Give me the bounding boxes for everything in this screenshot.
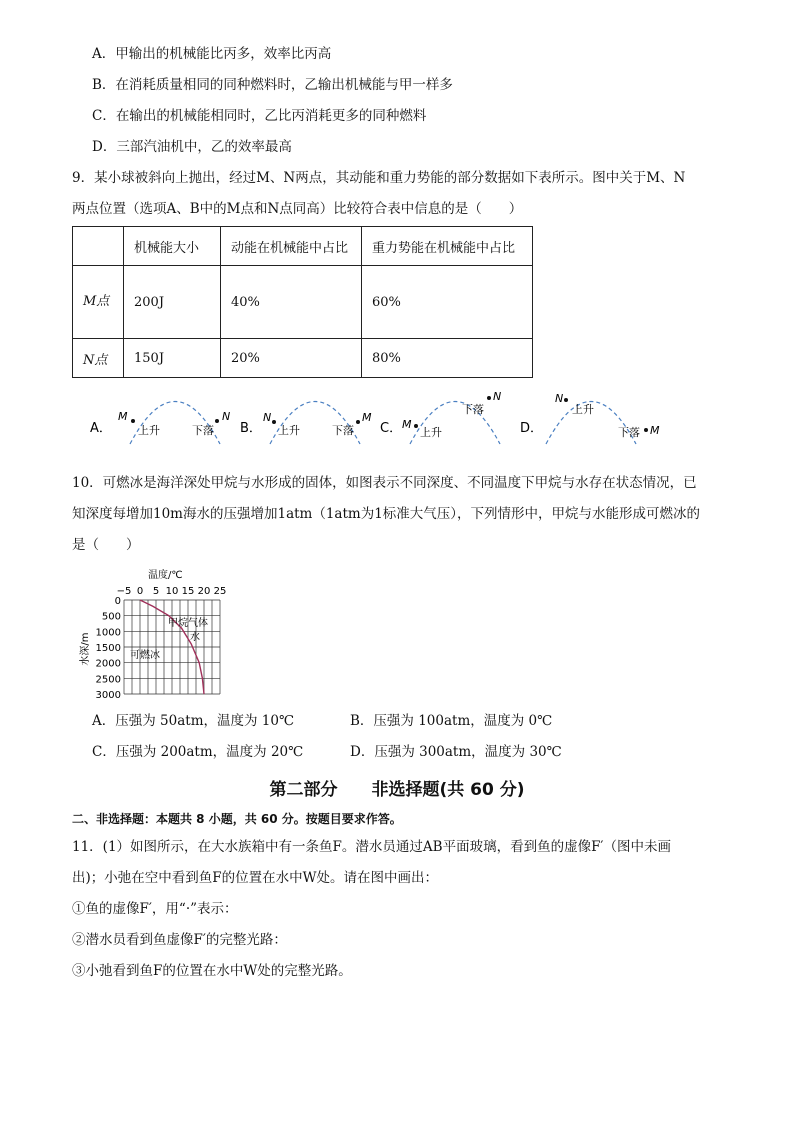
option-c-label: C． xyxy=(380,421,403,436)
option-b-right-point-label: M xyxy=(362,411,372,424)
y-tick-label: 0 xyxy=(114,596,121,607)
x-tick-label: −5 xyxy=(116,586,132,597)
q8-option-c: C．在输出的机械能相同时，乙比丙消耗更多的同种燃料 xyxy=(92,108,427,124)
table-cell: 60% xyxy=(362,266,533,339)
y-tick-label: 1500 xyxy=(95,643,121,654)
y-tick-label: 2500 xyxy=(95,674,121,686)
q8-option-b: B．在消耗质量相同的同种燃料时，乙输出机械能与甲一样多 xyxy=(92,77,453,93)
option-b-label: B． xyxy=(240,421,262,436)
table-cell: 80% xyxy=(362,339,533,378)
chart-grid xyxy=(124,600,220,694)
option-a-right-point xyxy=(215,419,219,423)
option-a-left-text: 上升 xyxy=(138,424,160,437)
option-a-right-text: 下落 xyxy=(192,424,214,437)
q10-stem-line1: 10．可燃冰是海洋深处甲烷与水形成的固体，如图表示不同深度、不同温度下甲烷与水存在状态情况，已 xyxy=(72,475,697,491)
option-c-left-point-label: M xyxy=(402,418,412,431)
option-b-left-text: 上升 xyxy=(278,424,300,437)
option-b-left-point-label: N xyxy=(263,411,272,424)
x-tick-label: 15 xyxy=(181,586,195,597)
q10-option-d: D．压强为 300atm，温度为 30℃ xyxy=(350,744,562,760)
q10-stem-line3: 是（ ） xyxy=(72,537,140,553)
table-cell: 150J xyxy=(124,339,221,378)
option-c-right-point xyxy=(487,396,491,400)
option-d-label: D． xyxy=(520,421,544,436)
option-c-left-point xyxy=(414,424,418,428)
q10-option-b: B．压强为 100atm，温度为 0℃ xyxy=(350,713,553,729)
region-ice-label: 可燃冰 xyxy=(130,650,160,661)
x-tick-labels xyxy=(117,586,227,597)
table-cell: 40% xyxy=(221,266,362,339)
q10-option-c: C．压强为 200atm，温度为 20℃ xyxy=(92,744,304,760)
q10-option-a: A．压强为 50atm，温度为 10℃ xyxy=(92,713,295,729)
y-axis-label: 水深/m xyxy=(80,632,91,666)
q8-option-a: A．甲输出的机械能比丙多，效率比丙高 xyxy=(92,46,332,62)
q8-option-d: D．三部汽油机中，乙的效率最高 xyxy=(92,139,292,155)
table-header-cell: 重力势能在机械能中占比 xyxy=(362,227,533,266)
y-tick-label: 3000 xyxy=(95,690,121,701)
option-d-right-text: 下落 xyxy=(618,426,640,439)
option-a-left-point-label: M xyxy=(118,410,128,423)
table-cell: 200J xyxy=(124,266,221,339)
q10-phase-chart xyxy=(78,564,238,704)
option-d-left-point xyxy=(564,398,568,402)
table-header-cell: 机械能大小 xyxy=(124,227,221,266)
q11-item1: ①鱼的虚像F′，用“·”表示： xyxy=(72,901,238,917)
option-d-left-point-label: N xyxy=(555,392,564,405)
table-header-cell xyxy=(73,227,124,266)
q9-trajectory-options xyxy=(80,384,680,454)
q11-stem-line2: 出)；小弛在空中看到鱼F的位置在水中W处。请在图中画出： xyxy=(72,870,439,886)
option-b-trajectory xyxy=(270,402,360,445)
part2-subheading: 二、非选择题：本题共 8 小题，共 60 分。按题目要求作答。 xyxy=(72,812,402,826)
q9-energy-table xyxy=(72,226,533,378)
option-b-left-point xyxy=(272,420,276,424)
option-a-label: A． xyxy=(90,421,112,436)
x-tick-label: 10 xyxy=(165,586,179,597)
option-a-right-point-label: N xyxy=(222,410,231,423)
table-cell: M点 xyxy=(73,266,124,339)
table-row xyxy=(73,266,533,339)
table-header-row xyxy=(73,227,533,266)
q9-stem-line2: 两点位置（选项A、B中的M点和N点同高）比较符合表中信息的是（ ） xyxy=(72,201,523,217)
x-tick-label: 20 xyxy=(197,586,211,597)
chart-title: 温度/℃ xyxy=(148,570,183,581)
table-cell: N点 xyxy=(73,339,124,378)
q11-stem-line1: 11．(1）如图所示，在大水族箱中有一条鱼F。潜水员通过AB平面玻璃，看到鱼的虚像F′（图中未画 xyxy=(72,839,672,855)
option-b-right-text: 下落 xyxy=(332,424,354,437)
option-d-right-point xyxy=(644,428,648,432)
option-b-right-point xyxy=(356,420,360,424)
option-d-right-point-label: M xyxy=(650,424,660,437)
table-row xyxy=(73,339,533,378)
y-tick-label: 2000 xyxy=(95,658,121,670)
region-gas-label: 甲烷气体 xyxy=(168,618,208,629)
option-a-left-point xyxy=(131,419,135,423)
q9-stem-line1: 9．某小球被斜向上抛出，经过M、N两点，其动能和重力势能的部分数据如下表所示。图中关于M、N xyxy=(72,170,686,186)
x-tick-label: 5 xyxy=(152,586,160,597)
q11-item3: ③小弛看到鱼F的位置在水中W处的完整光路。 xyxy=(72,963,352,979)
part2-heading: 第二部分 非选择题(共 60 分) xyxy=(269,780,525,800)
y-tick-label: 500 xyxy=(101,611,121,623)
x-tick-label: 25 xyxy=(213,586,227,597)
y-tick-label: 1000 xyxy=(95,627,121,639)
table-header-cell: 动能在机械能中占比 xyxy=(221,227,362,266)
q11-item2: ②潜水员看到鱼虚像F′的完整光路： xyxy=(72,932,287,948)
x-tick-label: 0 xyxy=(136,586,144,597)
option-a-trajectory xyxy=(130,402,220,445)
option-c-left-text: 上升 xyxy=(420,426,442,439)
option-c-right-text: 下落 xyxy=(462,403,484,416)
y-tick-labels xyxy=(96,596,121,701)
q10-stem-line2: 知深度每增加10m海水的压强增加1atm（1atm为1标准大气压），下列情形中，甲烷与水能形成可燃冰的 xyxy=(72,506,701,522)
table-cell: 20% xyxy=(221,339,362,378)
option-c-right-point-label: N xyxy=(493,390,502,403)
option-d-left-text: 上升 xyxy=(572,403,594,416)
region-water-label: 水 xyxy=(190,632,200,643)
